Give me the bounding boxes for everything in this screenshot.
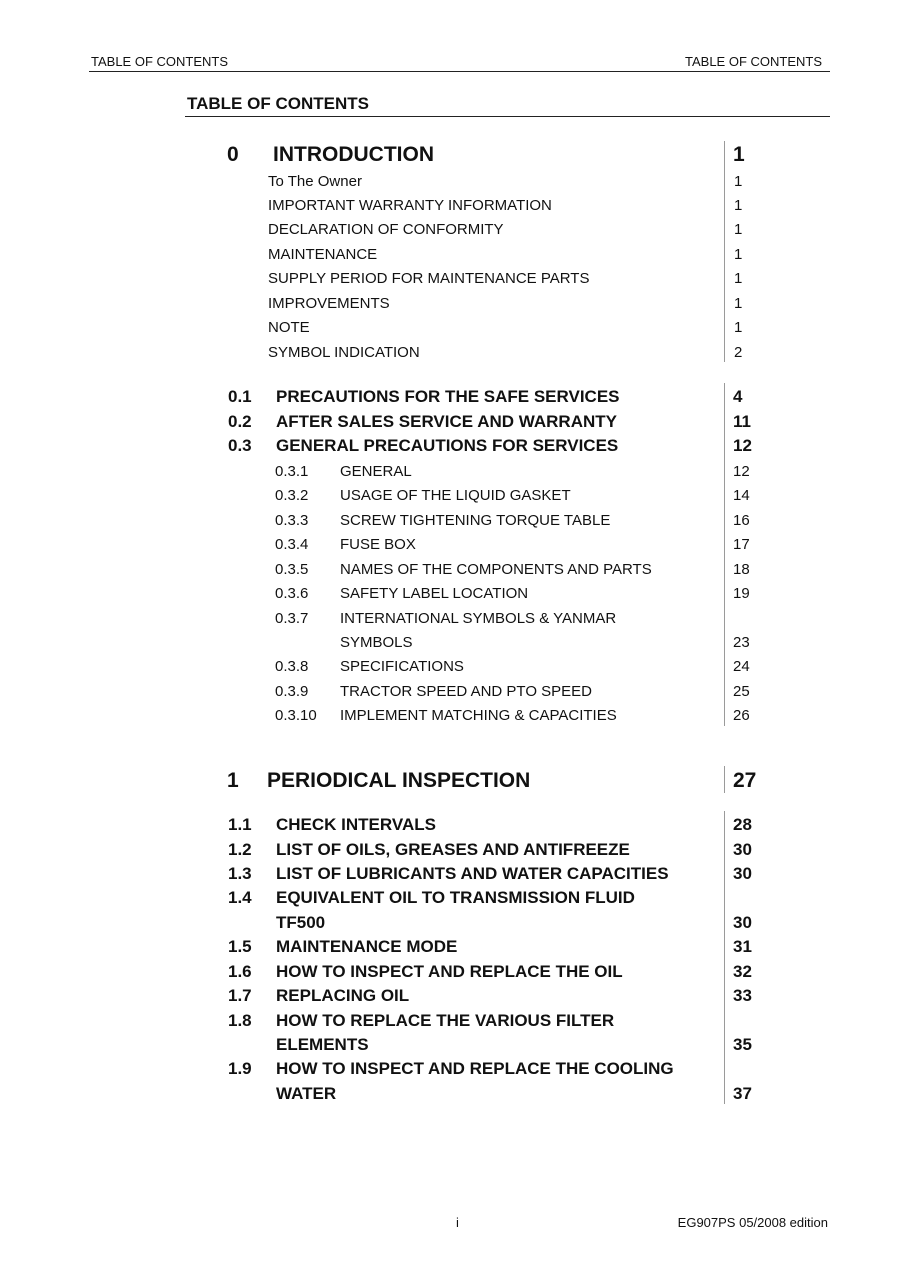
section-number: 0.2 [228,412,252,431]
section-page: 12 [733,436,752,455]
item-title[interactable]: IMPROVEMENTS [268,295,390,312]
subsection-title[interactable]: SPECIFICATIONS [340,658,464,675]
item-page: 1 [734,270,743,287]
item-page: 1 [734,246,743,263]
section-page: 33 [733,986,752,1005]
subsection-title[interactable]: INTERNATIONAL SYMBOLS & YANMAR [340,610,617,627]
section-page: 37 [733,1084,752,1103]
footer-page-number: i [456,1215,459,1230]
subsection-page: 12 [733,463,750,480]
section-page: 31 [733,937,752,956]
subsection-title[interactable]: NAMES OF THE COMPONENTS AND PARTS [340,561,652,578]
subsection-number: 0.3.4 [275,536,309,553]
subsection-number: 0.3.9 [275,683,309,700]
item-page: 2 [734,344,743,361]
section-title[interactable]: LIST OF OILS, GREASES AND ANTIFREEZE [276,840,630,859]
page-title: TABLE OF CONTENTS [187,94,369,113]
item-title[interactable]: MAINTENANCE [268,246,378,263]
section-page: 4 [733,387,743,406]
page-column-rule [724,141,725,362]
subsection-number: 0.3.2 [275,487,309,504]
section-number: 1.8 [228,1011,252,1030]
item-page: 1 [734,319,743,336]
page-column-rule [724,766,725,793]
section-page: 11 [733,412,751,431]
section-title-continued[interactable]: WATER [276,1084,337,1103]
section-title[interactable]: HOW TO REPLACE THE VARIOUS FILTER [276,1011,615,1030]
section-title[interactable]: REPLACING OIL [276,986,410,1005]
subsection-title[interactable]: IMPLEMENT MATCHING & CAPACITIES [340,707,617,724]
subsection-page: 24 [733,658,750,675]
section-page: 35 [733,1035,752,1054]
footer-edition: EG907PS 05/2008 edition [677,1215,828,1230]
running-header-left: TABLE OF CONTENTS [91,54,228,69]
section-title[interactable]: GENERAL PRECAUTIONS FOR SERVICES [276,436,619,455]
section-number: 1.7 [228,986,252,1005]
chapter-number: 0 [227,143,239,166]
subsection-title-continued[interactable]: SYMBOLS [340,634,413,651]
item-title[interactable]: SYMBOL INDICATION [268,344,420,361]
section-page: 30 [733,864,752,883]
section-title[interactable]: AFTER SALES SERVICE AND WARRANTY [276,412,617,431]
subsection-number: 0.3.3 [275,512,309,529]
subsection-page: 14 [733,487,750,504]
section-title-continued[interactable]: ELEMENTS [276,1035,369,1054]
item-page: 1 [734,173,743,190]
subsection-page: 25 [733,683,750,700]
subsection-page: 26 [733,707,750,724]
section-number: 1.6 [228,962,252,981]
page-column-rule [724,383,725,726]
item-title[interactable]: NOTE [268,319,310,336]
subsection-number: 0.3.8 [275,658,309,675]
section-page: 28 [733,815,752,834]
item-page: 1 [734,197,743,214]
section-number: 1.3 [228,864,252,883]
subsection-page: 19 [733,585,750,602]
subsection-title[interactable]: FUSE BOX [340,536,416,553]
section-title[interactable]: EQUIVALENT OIL TO TRANSMISSION FLUID [276,888,635,907]
chapter-title[interactable]: INTRODUCTION [273,143,434,166]
chapter-title[interactable]: PERIODICAL INSPECTION [267,769,531,792]
item-title[interactable]: SUPPLY PERIOD FOR MAINTENANCE PARTS [268,270,590,287]
section-page: 30 [733,913,752,932]
section-title[interactable]: PRECAUTIONS FOR THE SAFE SERVICES [276,387,620,406]
subsection-title[interactable]: TRACTOR SPEED AND PTO SPEED [340,683,593,700]
section-title[interactable]: MAINTENANCE MODE [276,937,458,956]
subsection-number: 0.3.10 [275,707,317,724]
subsection-page: 18 [733,561,750,578]
subsection-title[interactable]: SCREW TIGHTENING TORQUE TABLE [340,512,611,529]
section-title[interactable]: LIST OF LUBRICANTS AND WATER CAPACITIES [276,864,669,883]
header-divider [89,71,830,72]
title-divider [185,116,830,117]
subsection-number: 0.3.1 [275,463,309,480]
section-page: 32 [733,962,752,981]
subsection-number: 0.3.6 [275,585,309,602]
item-page: 1 [734,295,743,312]
section-number: 1.2 [228,840,252,859]
section-title-continued[interactable]: TF500 [276,913,326,932]
subsection-page: 23 [733,634,750,651]
subsection-title[interactable]: GENERAL [340,463,412,480]
subsection-number: 0.3.7 [275,610,309,627]
section-number: 1.5 [228,937,252,956]
section-number: 1.1 [228,815,252,834]
chapter-page: 27 [733,769,757,792]
page-column-rule [724,811,725,1104]
subsection-page: 17 [733,536,750,553]
subsection-title[interactable]: SAFETY LABEL LOCATION [340,585,529,602]
section-title[interactable]: HOW TO INSPECT AND REPLACE THE COOLING [276,1059,674,1078]
section-number: 0.3 [228,436,252,455]
subsection-title[interactable]: USAGE OF THE LIQUID GASKET [340,487,571,504]
running-header-right: TABLE OF CONTENTS [685,54,822,69]
item-page: 1 [734,221,743,238]
section-number: 0.1 [228,387,252,406]
item-title[interactable]: To The Owner [268,173,362,190]
section-number: 1.9 [228,1059,252,1078]
section-number: 1.4 [228,888,252,907]
section-title[interactable]: CHECK INTERVALS [276,815,436,834]
chapter-number: 1 [227,769,239,792]
item-title[interactable]: DECLARATION OF CONFORMITY [268,221,504,238]
section-title[interactable]: HOW TO INSPECT AND REPLACE THE OIL [276,962,623,981]
chapter-page: 1 [733,143,745,166]
subsection-number: 0.3.5 [275,561,309,578]
subsection-page: 16 [733,512,750,529]
section-page: 30 [733,840,752,859]
item-title[interactable]: IMPORTANT WARRANTY INFORMATION [268,197,552,214]
